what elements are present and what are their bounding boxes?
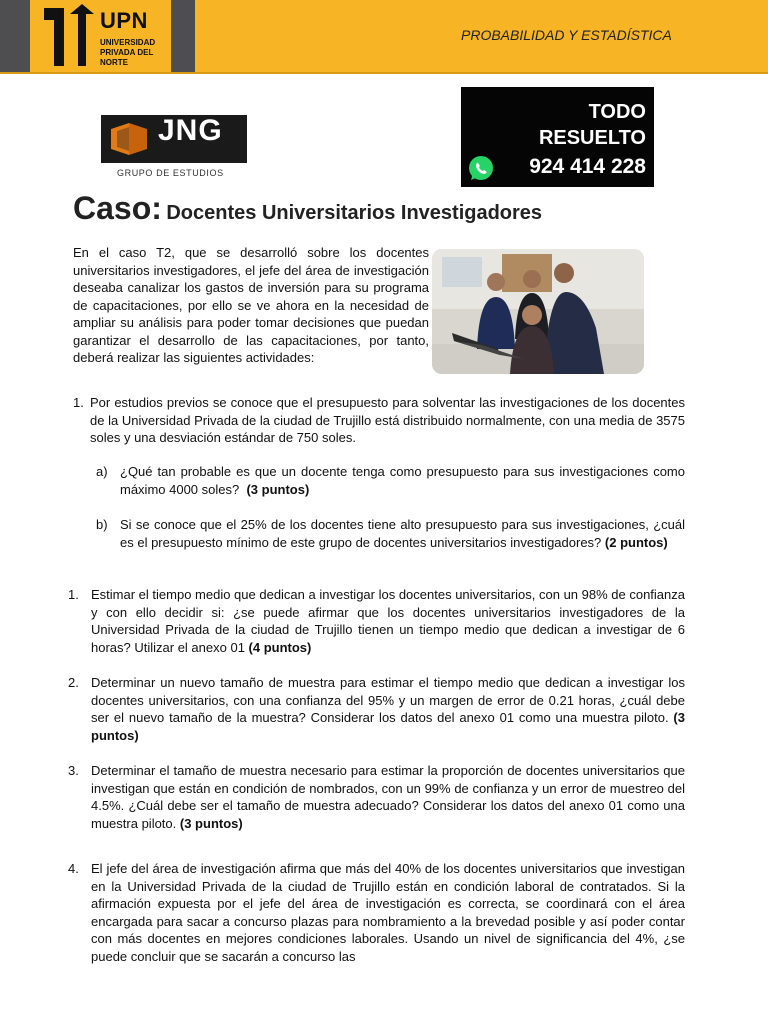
brand-subtitle: UNIVERSIDAD PRIVADA DEL NORTE — [100, 38, 156, 67]
item2-body: Determinar un nuevo tamaño de muestra para estimar el tiempo medio que dedican a investigar los docentes universitarios, con una confianza del 95% y un margen de error de 0.21 horas, ¿cuál debe ser el nuevo tamaño de la muestra? Considerar los datos del anexo 01 como una muestra piloto. — [91, 675, 685, 725]
q1-text: Por estudios previos se conoce que el presupuesto para solventar las investigaciones de los docentes de la Universidad Privada de la ciudad de Trujillo está distribuido normalmente, con una media de 3575 soles y una desviación estándar de 750 soles. — [90, 395, 685, 445]
q1a-text — [120, 463, 685, 498]
item2-number: 2. — [68, 675, 79, 690]
case-title — [73, 190, 542, 227]
q1a-points: (3 puntos) — [246, 481, 310, 497]
q1b-label: b) — [96, 517, 108, 532]
q1b-question: Si se conoce que el 25% de los docentes tiene alto presupuesto para sus investigaciones, ¿cuál es el presupuesto mínimo de este grupo de docentes universitarios investigadores? — [120, 517, 685, 550]
item4-body: El jefe del área de investigación afirma que más del 40% de los docentes universitarios que investigan en la Universidad Privada de la ciudad de Trujillo están en condición laboral de contratados. Si la afirmación expuesta por el jefe del área de investigación es correcta, se coordinará con el área encargada para sacar a concurso plazas para nombramiento a la brevedad posible y así poder contar con más docentes en mejores condiciones laborales. Usando un nivel de significancia del 4%, ¿se puede concluir que se sacarán a concurso las — [91, 861, 685, 964]
q1b-points: (2 puntos) — [604, 534, 668, 550]
case-label: Caso: — [73, 190, 162, 226]
item3-number: 3. — [68, 763, 79, 778]
item1-points: (4 puntos) — [248, 639, 312, 655]
item4-number: 4. — [68, 861, 79, 876]
book-icon — [107, 119, 151, 159]
item3-text — [91, 762, 685, 832]
q1b-text — [120, 516, 685, 551]
item1-body: Estimar el tiempo medio que dedican a investigar los docentes universitarios, con un 98% de confianza y con ello decidir si: ¿se puede afirmar que los docentes universitarios investigadores de la Universidad Privada de la ciudad de Trujillo tienen un tiempo medio que dedican a investigar de 6 horas? Utilizar el anexo 01 — [91, 587, 686, 655]
item3-body: Determinar el tamaño de muestra necesario para estimar la proporción de docentes universitarios que investigan que están en condición de nombrados, con un 99% de confianza y un error de muestreo del 4.5%. ¿Cuál debe ser el tamaño de muestra adecuado? Considerar los datos del anexo 01 como una muestra piloto. — [91, 763, 685, 831]
promo-phone: 924 414 228 — [529, 155, 646, 178]
jng-subtitle: GRUPO DE ESTUDIOS — [117, 168, 224, 178]
item2-text — [91, 674, 685, 744]
q1a-label: a) — [96, 464, 108, 479]
q1a-question: ¿Qué tan probable es que un docente tenga como presupuesto para sus investigaciones como máximo 4000 soles? — [120, 464, 685, 497]
item3-points: (3 puntos) — [179, 815, 243, 831]
jng-name: JNG — [158, 114, 223, 147]
q1-number: 1. — [73, 395, 84, 410]
whatsapp-icon — [467, 154, 495, 182]
header-bottom-line — [0, 72, 768, 74]
brand-name: UPN — [100, 8, 148, 33]
item2-points: (3 puntos) — [91, 710, 685, 743]
header-divider-stripe — [171, 0, 195, 74]
teachers-photo — [432, 249, 644, 374]
promo-line1: TODO — [588, 101, 646, 123]
case-name: Docentes Universitarios Investigadores — [166, 202, 543, 224]
item1-number: 1. — [68, 587, 79, 602]
item4-text — [91, 860, 685, 965]
promo-box — [461, 87, 654, 187]
promo-line2: RESUELTO — [538, 127, 646, 149]
header-left-stripe — [0, 0, 30, 74]
item1-text — [91, 586, 685, 656]
course-title: PROBABILIDAD Y ESTADÍSTICA — [461, 27, 672, 43]
intro-paragraph: En el caso T2, que se desarrolló sobre los docentes universitarios investigadores, el jefe del área de investigación deseaba canalizar los gastos de inversión para su programa de capacitaciones, por ello se ve ahora en la necesidad de ampliar su análisis para poder tomar decisiones que puedan garantizar el desarrollo de las capacitaciones, por tanto, deberá realizar las siguientes actividades: — [73, 245, 429, 365]
